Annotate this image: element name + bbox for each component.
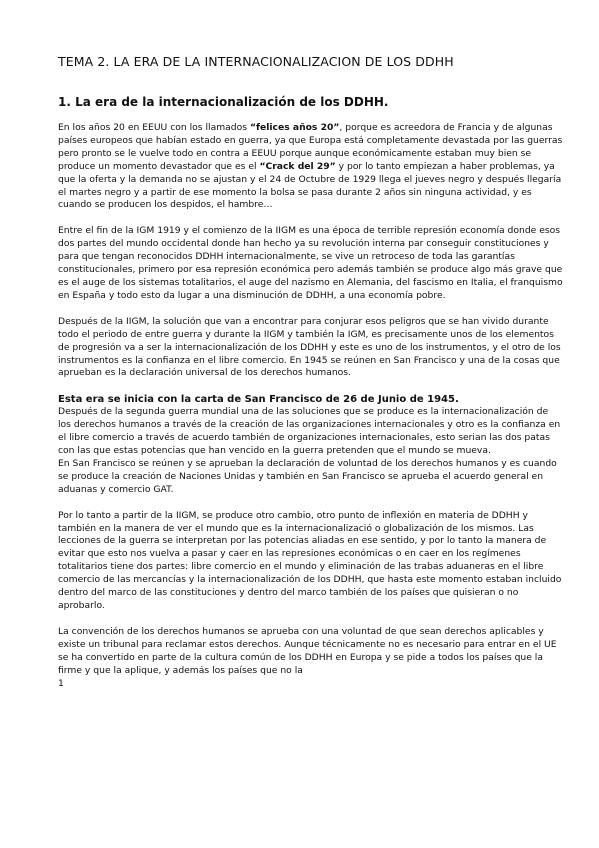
section-heading: 1. La era de la internacionalización de los DDHH. — [58, 95, 389, 109]
paragraph-1-text-c: , porque es acreedora de Francia y de algunas países europeos que habían estado en guerra, ya que Europa está completamente devastada por las guerras pero pronto se le vuelve todo en contra a EEUU porque aunque económicamente estaban muy bien se produce un momento devastador que es el — [58, 122, 563, 172]
felices-anos-20-bold: “felices años 20” — [249, 122, 340, 133]
paragraph-2: Entre el fin de la IGM 1919 y el comienzo de la IIGM es una época de terrible represión economía donde esos dos partes del mundo occidental donde han hecho ya su revolución interna par conseguir constituciones y para que tengan reconocidos DDHH internacionalmente, se vive un retroceso de toda las garantías constitucionales, primero por esa represión económica pero además también se produce algo más grave que es el auge de los sistemas totalitarios, el auge del nazismo en Alemania, del fascismo en Italia, el franquismo en España y todo esto da lugar a una disminución de DDHH, a una economía pobre. — [58, 225, 563, 301]
paragraph-4-text-a: Después de la segunda guerra mundial una de las soluciones que se produce es la internacionalización de los derechos humanos a través de la creación de las organizaciones internacionales y otro es la confianza en el libre comercio a través de acuerdo también de organizaciones internacionales, esto serian las dos patas con las que estas potencias que han vencido en la guerra pretenden que el mundo se mueva. — [58, 406, 561, 457]
paragraph-1-text-d: y por lo tanto empiezan a haber problemas, ya que la oferta y la demanda no se ajustan y el 24 de Octubre de 1929 llega el jueves negro y después llegaría el martes negro y a partir de ese momento la bolsa se pasa durante 2 años sin ninguna actividad, y es cuando se producen los despidos, el hambre… — [58, 160, 562, 211]
page-number: 1 — [58, 677, 64, 689]
paragraph-5: Por lo tanto a partir de la IIGM, se produce otro cambio, otro punto de inflexión en materia de DDHH y también en la manera de ver el mundo que es la internacionalizació o globalización de los mismos. Las lecciones de la guerra se interpretan por las potencias aliadas en ese sentido, y por lo tanto la manera de evitar que esto nos vuelva a pasar y caer en las represiones económicas o en caer en los regímenes totalitarios tiene dos partes: libre comercio en el mundo y eliminación de las trabas aduaneras en el libre comercio de las mercancías y la internacionalización de los DDHH, que hasta este momento estaban incluido dentro del marco de las constituciones y dentro del marco también de los países que quisieran o no aprobarlo. — [58, 509, 562, 611]
crack-del-29-bold: “Crack del 29” — [259, 160, 336, 172]
paragraph-6: La convención de los derechos humanos se aprueba con una voluntad de que sean derechos aplicables y existe un tribunal para reclamar estos derechos. Aunque técnicamente no es necesario para entrar en el UE se ha convertido en parte de la cultura común de los DDHH en Europa y se pide a todos los países que la firme y que la aplique, y además los países que no la — [58, 625, 557, 676]
paragraph-3: Después de la IIGM, la solución que van a encontrar para conjurar esos peligros que se han vivido durante todo el periodo de entre guerra y durante la IIGM y también la IGM, es precisamente unos de los elementos de progresión va a ser la internacionalización de los DDHH y este es uno de los instrumentos, y el otro de los instrumentos es la confianza en el libre comercio. En 1945 se reúnen en San Francisco y una de la cosas que aprueban es la declaración universal de los derechos humanos. — [58, 315, 561, 379]
paragraph-1 — [58, 122, 563, 212]
paragraph-4 — [58, 393, 563, 496]
paragraph-4-text-b: En San Francisco se reúnen y se aprueban la declaración de voluntad de los derechos humanos y es cuando se produce la creación de Naciones Unidas y también en San Francisco se aprueba el acuerdo general en aduanas y comercio GAT. — [58, 457, 557, 495]
paragraph-4-bold-heading: Esta era se inicia con la carta de San Francisco de 26 de Junio de 1945. — [58, 394, 459, 406]
paragraph-1-text-a: En los años 20 en EEUU con los llamados — [58, 122, 250, 133]
document-title: TEMA 2. LA ERA DE LA INTERNACIONALIZACION DE LOS DDHH — [58, 54, 454, 69]
